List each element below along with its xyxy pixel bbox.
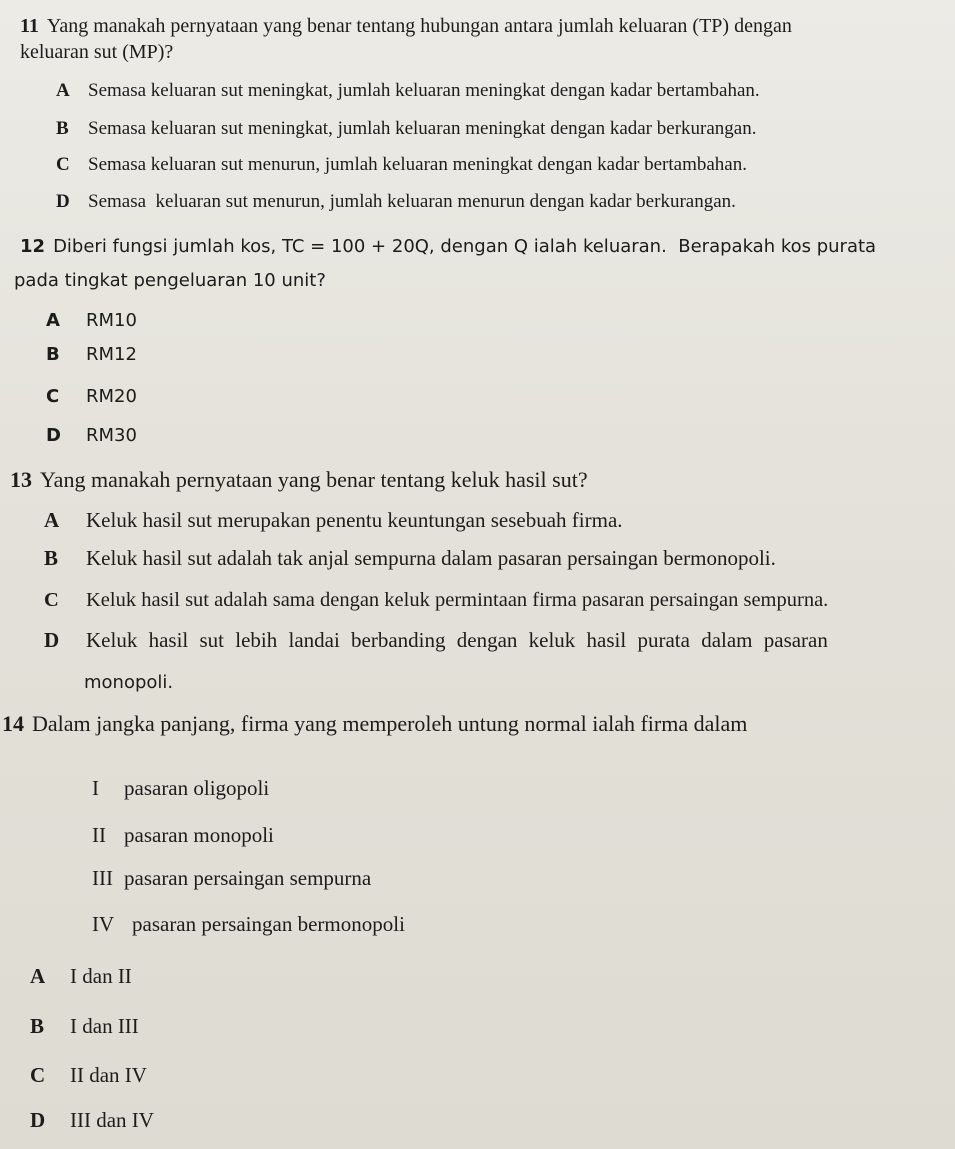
question-14-option-a — [30, 964, 132, 988]
statement-numeral: II — [92, 823, 106, 847]
question-text: Yang manakah pernyataan yang benar tentang keluk hasil sut? — [40, 467, 588, 492]
question-12-option-b — [46, 344, 137, 365]
option-letter: D — [56, 191, 70, 212]
option-text: Semasa keluaran sut menurun, jumlah keluaran meningkat dengan kadar bertambahan. — [88, 154, 747, 175]
statement-text: pasaran oligopoli — [124, 776, 270, 800]
question-number: 12 — [20, 236, 46, 257]
question-14-option-c — [30, 1063, 147, 1087]
option-text: Keluk hasil sut lebih landai berbanding dengan keluk hasil purata dalam pasaran — [86, 628, 828, 652]
statement-text: pasaran persaingan sempurna — [124, 866, 372, 890]
question-14-statement-1 — [92, 776, 269, 800]
question-14-option-d — [30, 1108, 154, 1132]
question-12-option-d — [46, 425, 137, 446]
question-14-stem — [2, 712, 747, 736]
question-number: 13 — [10, 467, 32, 492]
question-11-stem-line1 — [20, 14, 792, 38]
option-letter: C — [44, 589, 59, 611]
question-11-option-b — [56, 118, 756, 140]
option-text: I dan III — [70, 1014, 139, 1038]
question-text: Yang manakah pernyataan yang benar tentang hubungan antara jumlah keluaran (TP) dengan — [46, 15, 792, 37]
question-14-option-b — [30, 1014, 139, 1038]
option-text: RM30 — [86, 425, 137, 446]
option-text: II dan IV — [70, 1063, 147, 1087]
option-letter: C — [56, 154, 70, 175]
option-letter: D — [44, 628, 60, 652]
option-text: Semasa keluaran sut menurun, jumlah keluaran menurun dengan kadar berkurangan. — [88, 191, 736, 212]
option-text: Keluk hasil sut adalah sama dengan keluk permintaan firma pasaran persaingan sempurna. — [86, 589, 829, 611]
question-13-option-d-continuation: monopoli. — [84, 672, 174, 693]
question-11-stem-line2: keluaran sut (MP)? — [20, 41, 174, 63]
question-14-statement-2 — [92, 823, 274, 847]
option-letter: D — [30, 1108, 46, 1132]
option-text: RM12 — [86, 344, 137, 365]
option-text: RM20 — [86, 386, 137, 407]
option-text: III dan IV — [70, 1108, 154, 1132]
option-letter: A — [44, 508, 60, 532]
question-13-option-a — [44, 508, 623, 532]
option-letter: C — [46, 386, 60, 407]
statement-text: pasaran persaingan bermonopoli — [132, 912, 405, 936]
question-text: Diberi fungsi jumlah kos, TC = 100 + 20Q, dengan Q ialah keluaran. Berapakah kos purata — [53, 236, 877, 257]
statement-text: pasaran monopoli — [124, 823, 274, 847]
option-text: Semasa keluaran sut meningkat, jumlah keluaran meningkat dengan kadar berkurangan. — [88, 118, 757, 139]
option-letter: B — [46, 344, 60, 365]
question-11-option-c — [56, 154, 747, 176]
question-number: 11 — [20, 15, 39, 37]
question-13-option-d — [44, 628, 828, 652]
question-11-option-a — [56, 80, 760, 102]
question-12-stem-line1 — [20, 236, 876, 257]
question-text: Dalam jangka panjang, firma yang memperoleh untung normal ialah firma dalam — [32, 711, 748, 736]
question-13-option-c — [44, 588, 828, 612]
option-text: Semasa keluaran sut meningkat, jumlah keluaran meningkat dengan kadar bertambahan. — [88, 80, 760, 101]
option-letter: B — [56, 118, 69, 139]
option-letter: A — [46, 310, 60, 331]
question-12-option-a — [46, 310, 137, 331]
option-text: RM10 — [86, 310, 137, 331]
option-letter: B — [30, 1014, 45, 1038]
question-13-option-b — [44, 546, 776, 570]
option-letter: B — [44, 546, 59, 570]
question-12-stem-line2: pada tingkat pengeluaran 10 unit? — [14, 270, 326, 291]
option-text: I dan II — [70, 964, 132, 988]
question-14-statement-4 — [92, 912, 405, 936]
statement-numeral: III — [92, 866, 113, 890]
statement-numeral: IV — [92, 912, 115, 936]
question-number: 14 — [2, 711, 24, 736]
question-13-stem — [10, 468, 588, 492]
option-letter: A — [30, 964, 46, 988]
option-text: Keluk hasil sut adalah tak anjal sempurna dalam pasaran persaingan bermonopoli. — [86, 546, 776, 570]
option-text: Keluk hasil sut merupakan penentu keuntungan sesebuah firma. — [86, 508, 623, 532]
question-12-option-c — [46, 386, 137, 407]
question-11-option-d — [56, 191, 736, 213]
option-letter: D — [46, 425, 61, 446]
question-14-statement-3 — [92, 866, 371, 890]
option-letter: C — [30, 1063, 46, 1087]
statement-numeral: I — [92, 776, 99, 800]
option-letter: A — [56, 80, 70, 101]
